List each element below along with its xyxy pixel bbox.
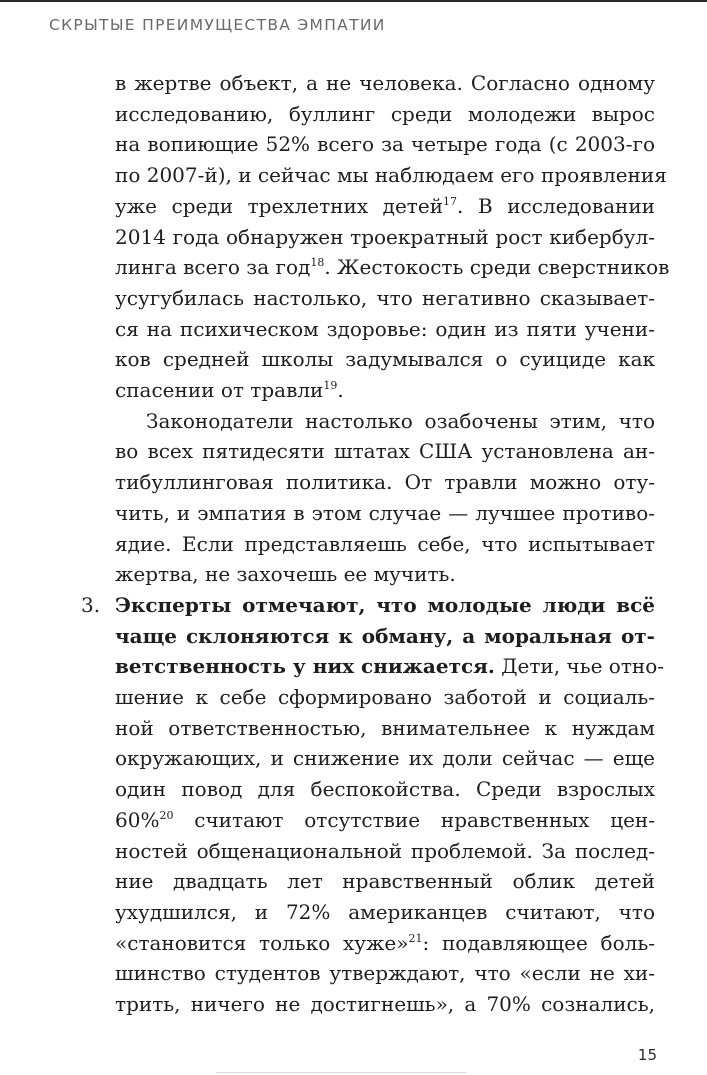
text-line: ностей общенациональной проблемой. За послед-	[115, 838, 655, 863]
footnote-ref-20[interactable]: 20	[159, 808, 174, 822]
text-run: считают отсутствие нравственных цен-	[173, 807, 655, 832]
text-line: во всех пятидесяти штатах США установлена ан-	[115, 439, 655, 464]
bold-text: Эксперты отмечают, что молодые люди всё	[115, 592, 655, 617]
paragraph-continued	[115, 68, 670, 406]
text-line	[115, 805, 655, 836]
page-body	[81, 68, 670, 1020]
text-run: . В исследовании	[457, 193, 656, 218]
text-line	[115, 928, 655, 959]
text-line: ков средней школы задумывался о суициде как	[115, 347, 655, 372]
bold-text: чаще склоняются к обману, а моральная от-	[115, 623, 655, 648]
text-run: 60%	[115, 807, 160, 832]
list-item-3	[81, 590, 665, 1020]
text-line	[115, 651, 665, 682]
text-line: в жертве объект, а не человека. Согласно одному	[115, 71, 655, 95]
text-run: линга всего за год	[115, 255, 311, 280]
text-line: Законодатели настолько озабочены этим, что	[146, 408, 655, 433]
text-line: чить, и эмпатия в этом случае — лучшее противо-	[115, 500, 655, 525]
paragraph	[115, 406, 655, 590]
text-line: ной ответственностью, внимательнее к нуждам	[115, 715, 655, 740]
text-run: «становится только хуже»	[115, 930, 409, 955]
text-line	[115, 252, 670, 283]
text-line: шение к себе сформировано заботой и социаль-	[115, 685, 655, 710]
bold-text: ветственность у них снижается.	[115, 654, 495, 679]
text-run: спасении от травли	[115, 378, 324, 403]
text-run: . Жестокость среди сверстников	[324, 255, 670, 280]
text-line	[115, 191, 655, 222]
text-line: ние двадцать лет нравственный облик детей	[115, 869, 655, 894]
running-header: СКРЫТЫЕ ПРЕИМУЩЕСТВА ЭМПАТИИ	[49, 16, 386, 34]
text-line: исследованию, буллинг среди молодежи вырос	[115, 101, 655, 126]
footnote-ref-19[interactable]: 19	[323, 379, 338, 393]
page-number: 15	[637, 1046, 657, 1064]
text-line: на вопиющие 52% всего за четыре года (с 2003-го	[115, 132, 655, 157]
text-line: по 2007-й), и сейчас мы наблюдаем его проявления	[115, 163, 667, 188]
text-line: усугубилась настолько, что негативно сказывает-	[115, 285, 655, 310]
text-line: тибуллинговая политика. От травли можно оту-	[115, 470, 655, 495]
text-line: шинство студентов утверждают, что «если не хи-	[115, 961, 655, 986]
text-line: 2014 года обнаружен троекратный рост кибербул-	[115, 224, 655, 249]
footnote-ref-17[interactable]: 17	[443, 194, 458, 208]
list-item-number: 3.	[81, 592, 101, 617]
text-line: жертва, не захочешь ее мучить.	[115, 562, 456, 587]
text-run: уже среди трехлетних детей	[115, 193, 444, 218]
text-line: трить, ничего не достигнешь», а 70% сознались,	[115, 992, 655, 1017]
footnote-ref-21[interactable]: 21	[408, 931, 423, 945]
text-run: : подавляющее боль-	[422, 930, 655, 955]
text-run: Дети, чье отно-	[494, 654, 665, 679]
list-item-text	[115, 590, 665, 1020]
footnote-ref-18[interactable]: 18	[310, 256, 325, 270]
text-line: ядие. Если представляешь себе, что испытывает	[115, 531, 655, 556]
bottom-divider	[216, 1072, 466, 1073]
text-run: .	[337, 378, 344, 403]
text-line	[115, 375, 655, 406]
top-rule	[0, 0, 707, 2]
text-line	[115, 590, 655, 621]
text-line: один повод для беспокойства. Среди взрослых	[115, 777, 655, 802]
text-line	[115, 621, 655, 652]
text-line: ся на психическом здоровье: один из пяти учени-	[115, 316, 655, 341]
text-line: ухудшился, и 72% американцев считают, что	[115, 899, 655, 924]
text-line: окружающих, и снижение их доли сейчас — еще	[115, 746, 655, 771]
